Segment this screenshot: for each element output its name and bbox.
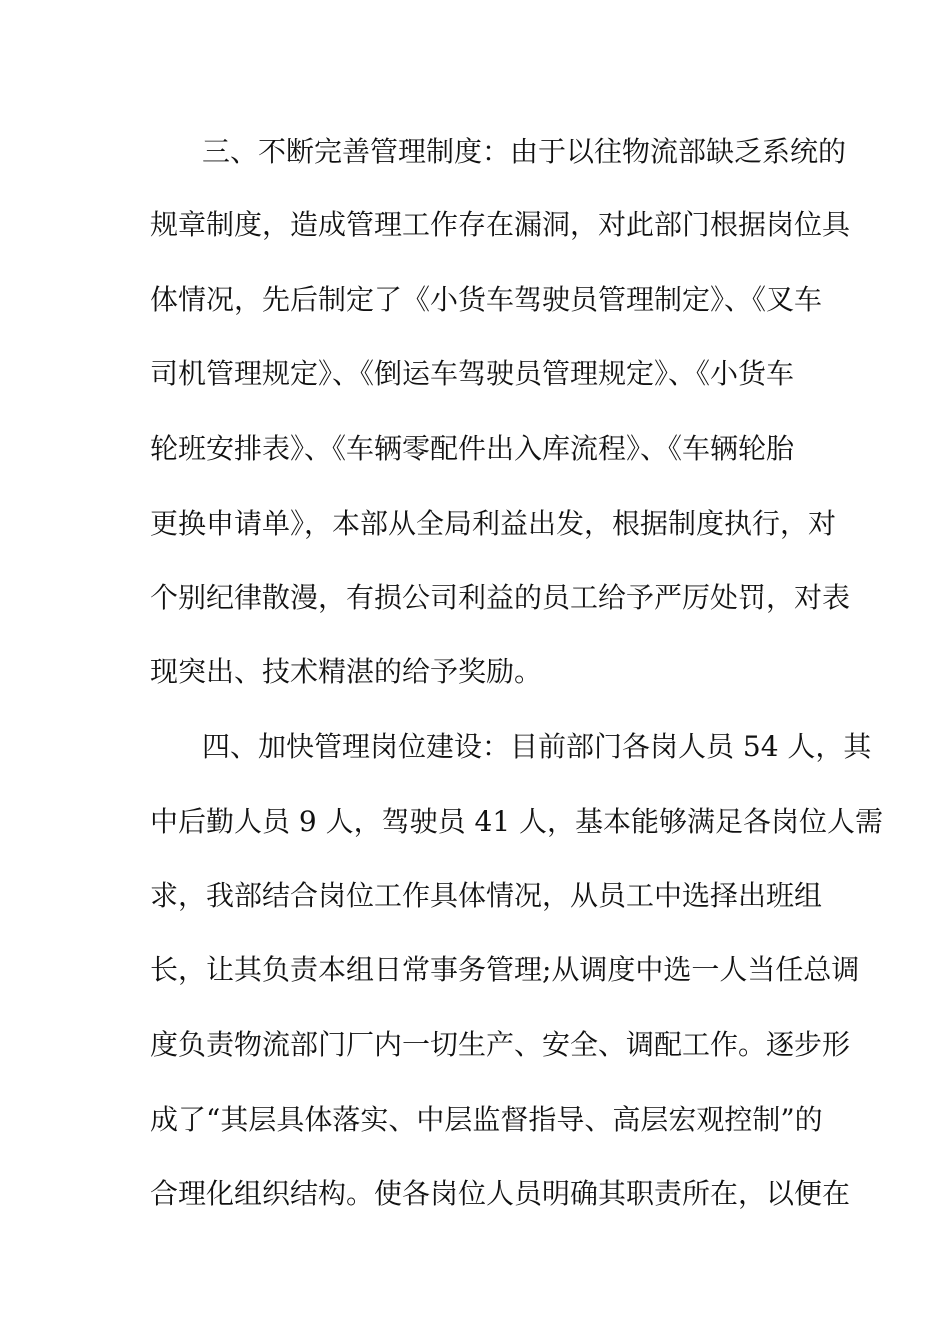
paragraph-4-line-3: 求，我部结合岗位工作具体情况，从员工中选择出班组 bbox=[150, 879, 823, 912]
text-line bbox=[0, 280, 950, 320]
paragraph-4-line-1: 四、加快管理岗位建设：目前部门各岗人员 54 人，其 bbox=[202, 730, 872, 763]
paragraph-3-line-8: 现突出、技术精湛的给予奖励。 bbox=[150, 655, 543, 688]
text-line bbox=[0, 1174, 950, 1214]
text-line bbox=[0, 205, 950, 245]
paragraph-4-line-6: 成了“其层具体落实、中层监督指导、高层宏观控制”的 bbox=[150, 1103, 823, 1136]
text-line bbox=[0, 429, 950, 469]
text-line bbox=[0, 1100, 950, 1140]
text-line bbox=[0, 876, 950, 916]
paragraph-4-line-7: 合理化组织结构。使各岗位人员明确其职责所在，以便在 bbox=[150, 1177, 851, 1210]
paragraph-3-line-2: 规章制度，造成管理工作存在漏洞，对此部门根据岗位具 bbox=[150, 208, 851, 241]
paragraph-3-line-3: 体情况，先后制定了《小货车驾驶员管理制定》、《叉车 bbox=[150, 283, 823, 316]
text-line bbox=[0, 802, 950, 842]
text-line bbox=[0, 132, 950, 172]
paragraph-4-line-4: 长，让其负责本组日常事务管理;从调度中选一人当任总调 bbox=[150, 953, 860, 986]
paragraph-3-line-4: 司机管理规定》、《倒运车驾驶员管理规定》、《小货车 bbox=[150, 357, 795, 390]
paragraph-3-line-1: 三、不断完善管理制度：由于以往物流部缺乏系统的 bbox=[202, 135, 847, 168]
text-line bbox=[0, 504, 950, 544]
paragraph-4-line-2: 中后勤人员 9 人，驾驶员 41 人，基本能够满足各岗位人需 bbox=[150, 805, 884, 838]
paragraph-3-line-6: 更换申请单》，本部从全局利益出发，根据制度执行，对 bbox=[150, 507, 837, 540]
paragraph-4-line-5: 度负责物流部门厂内一切生产、安全、调配工作。逐步形 bbox=[150, 1028, 851, 1061]
paragraph-3-line-5: 轮班安排表》、《车辆零配件出入库流程》、《车辆轮胎 bbox=[150, 432, 795, 465]
text-line bbox=[0, 950, 950, 990]
text-line bbox=[0, 1025, 950, 1065]
text-line bbox=[0, 652, 950, 692]
text-line bbox=[0, 354, 950, 394]
text-line bbox=[0, 578, 950, 618]
text-line bbox=[0, 727, 950, 767]
paragraph-3-line-7: 个别纪律散漫，有损公司利益的员工给予严厉处罚，对表 bbox=[150, 581, 851, 614]
